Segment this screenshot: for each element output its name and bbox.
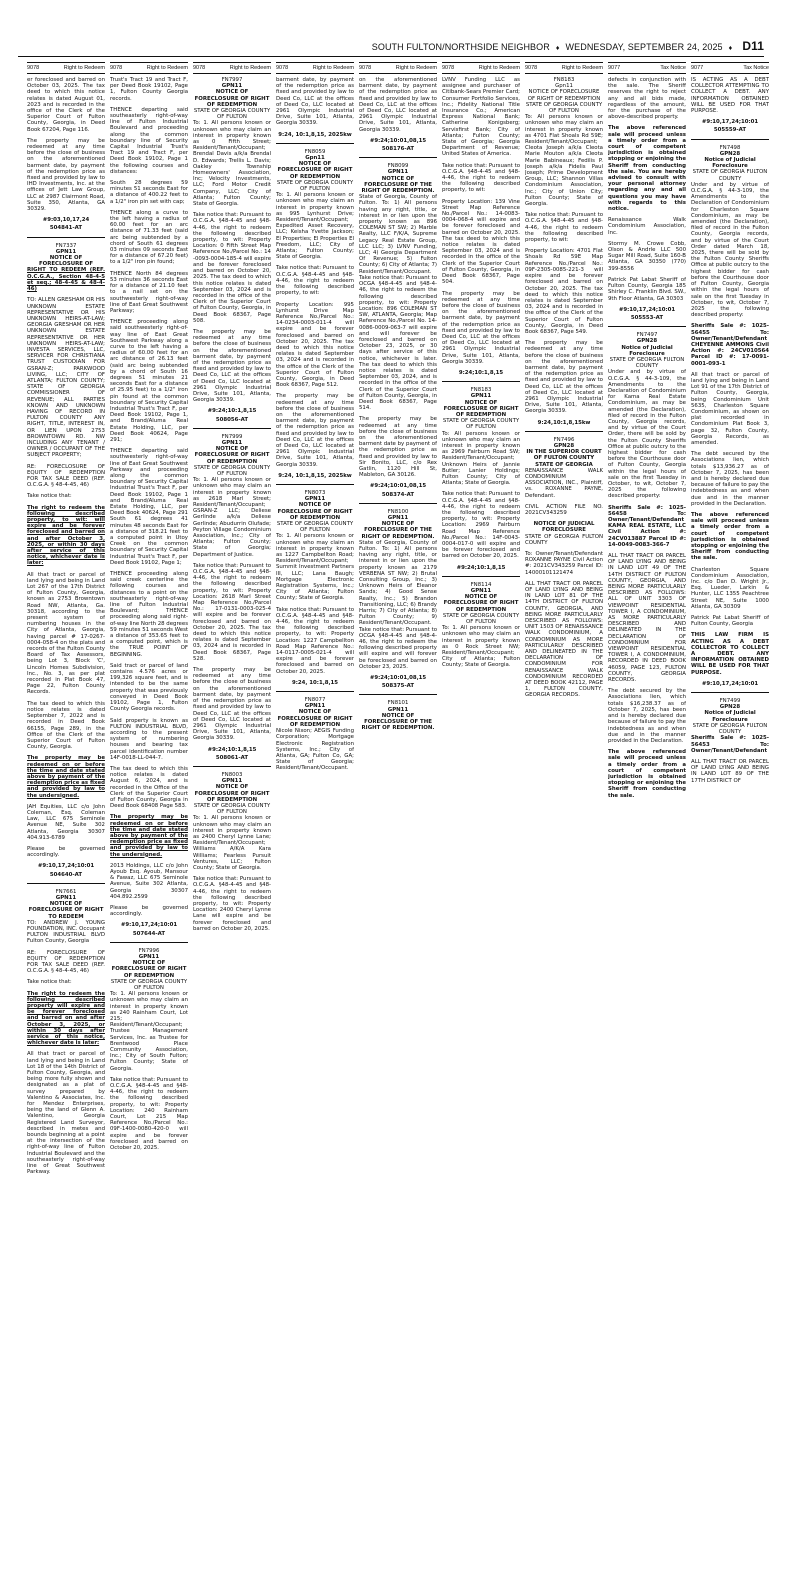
notice-heading: GPN11 xyxy=(221,83,243,90)
notice-heading: NOTICE OF FORECLOSURE OF RIGHT OF REDEMPTION xyxy=(194,446,270,465)
notice-heading: STATE OF GEORGIA COUNTY OF FULTON xyxy=(276,179,354,193)
notice-paragraph: Said property is known as FULTON INDUSTRIAL BLVD, according to the present system of numbering houses and bearing tax parcel identification number 14F-0018-LL-044-7. xyxy=(110,717,188,761)
legal-notices xyxy=(442,77,520,669)
notice-paragraph: THENCE proceeding along said southwesterly right-of-way line of East Great Southwest Parkway along a curve to the left having a radius of 60.00 feet for an arc distance of 26.13 feet (said arc being subtended by a chord of South 16 degrees 51 minutes 21 seconds East for a distance of 25.95 feet) to a 1/2" iron pin found at the common boundary of Security Capital Industrial Trust's Tract F, per Deed Book 19102, Page 1, and Brand/Aluma Real Estate Holding, LLC, per Deed Book 40624, Page 291; xyxy=(110,319,188,443)
notice-reference-code: #9:24;10:1,8,15 xyxy=(207,408,257,415)
section-title: Right to Redeem xyxy=(312,65,354,71)
column-section-header xyxy=(110,62,188,74)
notice-reference-code: 508374-AT xyxy=(381,491,415,498)
section-title: Tax Notice xyxy=(660,65,686,71)
notice-paragraph: er foreclosed and barred on October 03, 2025. The tax deed to which this notice relates is dated August 01, 2023 and is recorded in the office of the Clerk of the Superior Court of Fulton County, Georgia, in Deed Book 67204, Page 116. xyxy=(27,77,105,133)
notice-paragraph: ALL THAT TRACT OR PARCEL OF LAND LYING AND BEING IN LAND LOT 49 OF THE 14TH DISTRICT OF FULTON COUNTY, GEORGIA, AND BEING MORE PARTICULARLY DESCRIBED AS FOLLOWS: ALL OF UNIT 3303 OF VIEWPOINT RESIDENTIAL TOWER I, A CONDOMINIUM, AS MORE PARTICULARLY DESCRIBED AND DELINEATED IN THE DECLARATION OF CONDOMINIUM FOR VIEWPOINT RESIDENTIAL TOWER I, A CONDOMINIUM, RECORDED IN DEED BOOK 46059, PAGE 123, FULTON COUNTY, GEORGIA RECORDS. xyxy=(608,553,686,684)
notice-paragraph: Stormy M. Crowe Cobb, Olson & Andrle LLC 500 Sugar Mill Road, Suite 160-B Atlanta, GA 30350 (770) 399-8556 xyxy=(608,240,686,272)
notice-heading: NOTICE OF FORECLOSURE OF RIGHT OF REDEMPTION xyxy=(443,594,519,613)
notice-heading: GPN11 xyxy=(55,248,77,255)
notice-reference-code: 508061-AT xyxy=(215,754,249,761)
notice-paragraph: Under and by virtue of O.C.G.A. § 44-3-109, the Amendments to the Declaration of Condominium for Kama Real Estate Condominium, as may be amended (the Declaration), filed of record in the Fulton County, Georgia records, and by virtue of the Court Order, there will be sold by the Fulton County Sheriffs Office at public outcry to the highest bidder for cash before the Courthouse door of Fulton County, Georgia within the legal hours of sale on the first Tuesday in October, to wit, October 7, 2025 the following described property: xyxy=(608,369,686,500)
notice-paragraph: 2013 Holdings, LLC c/o John Ayoub Esq. Ayoub, Mansour & Fawaz, LLC 675 Seminole Avenue, Suite 302 Atlanta, Georgia 30307 404.892.2599 xyxy=(110,862,188,900)
notice-bold-paragraph: THIS LAW FIRM IS ACTING AS A DEBT COLLECTOR TO COLLECT A DEBT. ANY INFORMATION OBTAINED WILL BE USED FOR THAT PURPOSE. xyxy=(691,632,769,676)
notice-heading: STATE OF GEORGIA FULTON COUNTY xyxy=(692,169,768,182)
notice-paragraph: Trust's Tract 19 and Tract F, per Deed Book 19102, Page 1, Fulton County Georgia records. xyxy=(110,77,188,102)
notice-heading: FN7661 xyxy=(55,888,77,895)
notice-reference-code: #9:24;10:01,08,15 xyxy=(369,483,427,490)
page-masthead xyxy=(18,36,764,57)
notice-paragraph: Property Location: 4701 Flat Shoals Rd 59E Map Reference No./Parcel No.: 09F-2305-0085-221-3 will expire and be forever foreclosed and barred on October 20, 2025. The tax deed to which this notice relates is dated September 03, 2024 and is recorded in the office of the Clerk of the Superior Court of Fulton County, Georgia, in Deed Book 68367, Page 549. xyxy=(525,248,603,335)
notice-heading: GPN11 xyxy=(221,439,243,446)
notice-paragraph: RE: FORECLOSURE OF EQUITY OF REDEMPTION FOR TAX SALE DEED (REF. O.C.G.A. § 48-4-45, 46) xyxy=(27,949,105,975)
column-section-header xyxy=(276,62,354,74)
notice-heading: FN7337 xyxy=(55,242,77,249)
notice-paragraph: defects in conjunction with the sale. The Sheriff reserves the right to reject any and all bids made, regardless of the amount, for the purchase of the above-described property. xyxy=(608,77,686,121)
notice-bold-paragraph: The above referenced sale will proceed unless a timely order from a court of competent jurisdiction is obtained stopping or enjoining the Sheriff from conducting the sale. xyxy=(691,512,769,562)
notice-heading: GPN11 xyxy=(387,706,409,713)
notice-paragraph: TO: ALLEN GRESHAM OR HIS UNKNOWN ESTATE REPRESENTATIVE OR HIS UNKNOWN HEIRS-AT-LAW; GEORGIA GRESHAM OR HER UNKNOWN ESTATE REPRESENTATIVE OR HER UNKNOWN HEIRS-AT-LAW; INVESTA SERVICES, LLC, SERVICER FOR CHRISTIANA TRUST CUSTODIAN FOR GSRAN-Z; PARKWOOD LIVING, LLC; CITY OF ATLANTA; FULTON COUNTY; STATE OF GEORGIA COMMISSIONER OF REVENUE; ALL PARTIES KNOWN AND UNKNOWN HAVING OF RECORD IN FULTON COUNTY ANY RIGHT, TITLE, INTEREST IN, OR LIEN UPON 2753 BROWNTOWN RD. NW INCLUDING ANY TENANT / OWNER / OCCUPANT OF THE SUBJECT PROPERTY; xyxy=(27,297,105,459)
notice-underlined-paragraph: The right to redeem the following described property will expire and be forever foreclosed and barred on and after October 3, 2025, or within 30 days after service of this notice, whichever date is later: xyxy=(27,990,105,1047)
notice-paragraph: Said tract or parcel of land contains 4.576 acres or 199,326 square feet, and is intended to be the same property that was previously conveyed in Deed Book 19102, Page 1, Fulton County Georgia records. xyxy=(110,662,188,713)
notice-paragraph: The property may be redeemed at any time before the close of business on the aforementioned barment date, by payment of the redemption price as fixed and provided by law to IHD Investments, Inc. at the offices of Jett Law Group, LLC at 2987 Clairmont Road, Suite 350, Atlanta, GA 30329. xyxy=(27,137,105,213)
notice-heading: STATE OF GEORGIA COUNTY OF FULTON xyxy=(276,521,354,534)
legal-notices xyxy=(608,77,686,799)
notice-heading: GPN11 xyxy=(304,703,326,710)
publication-name: SOUTH FULTON/NORTHSIDE NEIGHBOR xyxy=(371,42,550,52)
classified-column xyxy=(525,62,603,1577)
notice-reference-code: 9:24, 10:1,8,15, 2025kw xyxy=(278,472,352,479)
notice-paragraph: on the aforementioned barment date, by payment of the redemption price as fixed and provided by law to Deed Co, LLC at the offices of Deed Co, LLC located at 2961 Olympic Industrial Drive, Suite 101, Atlanta, Georgia 30339. xyxy=(359,77,437,133)
notice-paragraph: THENCE along a curve to the left having a radius of 60.00 feet for an arc distance of 71.33 feet (said arc being subtended by a chord of South 61 degrees 03 minutes 09 seconds East for a distance of 67.20 feet) to a 1/2" iron pin found; xyxy=(110,209,188,266)
section-number: 9078 xyxy=(110,65,123,71)
notice-heading: NOTICE OF FORECLOSURE OF THE RIGHT OF REDEMPTION. xyxy=(361,712,435,732)
notice-underlined-paragraph: The property may be redeemed on or before the time and date stated above by payment of the redemption price as fixed and provided by law to the undersigned. xyxy=(110,814,188,858)
notice-heading: GPN11 xyxy=(387,515,409,521)
notice-heading: FORECLOSURE OF xyxy=(38,261,94,268)
column-section-header xyxy=(525,62,603,74)
legal-notices xyxy=(27,77,105,1176)
notice-heading: NOTICE OF FORECLOSURE OF RIGHT OF REDEMPTION xyxy=(111,960,187,979)
notice-heading: STATE OF GEORGIA COUNTY OF FULTON xyxy=(442,418,520,431)
notice-paragraph: To: 1. All persons known or unknown who may claim an interest in property known as 2400 Cheryl Lynne Lane; Resident/Tenant/Occupant; Williams A/K/A Kara Williams; Fearless Pursuit Ventures, LLC; Fulton County; State of Georgia. xyxy=(193,815,271,871)
notice-divider xyxy=(276,691,354,692)
notice-heading: FN7997 xyxy=(221,77,243,83)
notice-paragraph: Take notice that: Pursuant to O.C.G.A. §48-4-45 and §48-4-46, the right to redeem the following described property, to wit: Property Location: 1227 Campbellton Road Map Reference No.: 14-0117-0005-021-4 will expire and be forever foreclosed and barred on October 20, 2025. xyxy=(276,606,354,675)
notice-heading: Notice of Judicial Foreclosure xyxy=(704,157,756,170)
notice-paragraph: To: Owner/Tenant/Defendant ROXANNE PAYNE Civil Action #: 2021CV343259 Parcel ID: 14000101121474 xyxy=(525,551,603,576)
notice-divider xyxy=(193,766,271,767)
notice-heading: GPN28 xyxy=(636,338,658,345)
notice-heading: GPN11 xyxy=(138,954,160,960)
column-section-header xyxy=(193,62,271,74)
notice-paragraph: JAH Equities, LLC c/o John Coleman, Esq. Coleman Law, LLC 675 Seminole Avenue NE, Suite 302 Atlanta, Georgia 30307 404.913-6789 xyxy=(27,803,105,841)
notice-paragraph: To: 1. All persons known or unknown who may claim an interest in property known as 0 Rock Street NW; Resident/Tenant/Occupant; City of Atlanta; Fulton County; State of Georgia. xyxy=(442,625,520,669)
notice-heading: STATE OF GEORGIA COUNTY OF FULTON xyxy=(442,612,520,626)
notice-paragraph: Take notice that: Pursuant to O.C.G.A. §48-4-45 and §48-4-46, the right to redeem the following described property, to wit: Property Location: 2969 Fairburn Road Map Reference No./Parcel No.: 14F-0043-0004-017-0 will expire and be forever foreclosed and barred on October 20, 2025. xyxy=(442,491,520,560)
issue-date: WEDNESDAY, SEPTEMBER 24, 2025 xyxy=(565,42,723,52)
notice-heading: NOTICE OF FORECLOSURE OF RIGHT OF REDEMPTION xyxy=(527,89,601,102)
notice-divider xyxy=(276,484,354,485)
notice-paragraph: Take notice that: Pursuant to O.C.G.A. §48-4-45 and §48-4-46, the right to redeem the following described property, to wit: Property Location: 2400 Cheryl Lynne Lane will expire and be forever foreclosed and barred on October 20, 2025. xyxy=(193,876,271,932)
notice-heading: NOTICE OF FORECLOSURE OF RIGHT TO REDEEM xyxy=(28,901,104,920)
notice-heading: GPN11 xyxy=(470,588,492,595)
legal-notices xyxy=(193,77,271,932)
section-number: 9077 xyxy=(691,65,704,71)
classifieds-columns xyxy=(27,62,769,1577)
notice-heading: FN7496 xyxy=(553,436,575,443)
notice-paragraph: LVNV Funding LLC as assignee and purchaser of Citibank-Sears Premier Card; Consumer Portfolio Services, Inc.; Fidelity National Title Insurance Co.; American Express National Bank; Catherine Konigsberg; Servisfirst Bank; City of Atlanta; Fulton County; State of Georgia; Georgia Department of Revenue; United States of America. xyxy=(442,77,520,158)
notice-reference-code: #9:10,17,24;10:01 xyxy=(701,680,759,687)
notice-divider xyxy=(27,883,105,884)
notice-bold-paragraph: Sheriffs Sale #: 1025-56455 To: Owner/Tenant/Defendant CHEYENNE AMMONS Civil Action #: 24CV010564 Parcel ID #: 17-0091-0001-093-1 xyxy=(691,323,769,367)
section-title: Right to Redeem xyxy=(561,65,603,71)
notice-underlined-paragraph: The right to redeem the following described property, to wit: will expire and be forever foreclosed and barred on and after October 3, 2025, or within 30 days after service of this notice, whichever date is later: xyxy=(27,504,105,567)
classified-column xyxy=(359,62,437,1577)
section-number: 9077 xyxy=(608,65,621,71)
section-number: 9078 xyxy=(193,65,206,71)
notice-paragraph: Take notice that: Pursuant to O.C.G.A. §48-4-45 and §48-4-46, the right to redeem the following described property, to wit: xyxy=(525,212,603,244)
notice-paragraph: Property Location: 139 Vine Street Map Reference No./Parcel No.: 14-0083-0004-068-4 will expire and be forever foreclosed and barred on October 20, 2025. The tax deed to which this notice relates is dated September 03, 2024 and is recorded in the office of the Clerk of the Superior Court of Fulton County, Georgia, in Deed Book 68367, Page 504. xyxy=(442,198,520,286)
notice-bold-paragraph: Sheriffs Sale #: 1025-56453 To: Owner/Tenant/Defendant xyxy=(691,735,769,754)
notice-heading: GPN28 xyxy=(553,442,575,449)
notice-heading: FN7999 xyxy=(221,433,243,440)
notice-paragraph: TO: ANDREW J. YOUNG FOUNDATION, INC. Occupant FULTON INDUSTRIAL BLVD Fulton County, Georgia xyxy=(27,919,105,945)
notice-paragraph: State of Georgia, County of Fulton. To: 1) All persons having any right, title, or interest in or lien upon the property known as 2179 VERBENA ST NW; 2) Brutal Consulting Group, Inc.; 3) Unknown Heirs of Eleanor Sands; 4) Good Sense Realty, Inc.; 5) Brandon Transitioning, LLC; 6) Brandy Harris; 7) City of Atlanta; 8) Fulton County; 9) Resident/Tenant/Occupant. Take notice that: Pursuant to OCGA §48-4-45 and §48-4-46, the right to redeem the following described property will expire and will forever be foreclosed and barred on October 23, 2025. xyxy=(359,539,437,670)
notice-paragraph: The debt secured by the Associations lien, which totals $16,238.37 as of October 7, 2025, has been and is hereby declared due because of failure to pay the indebtedness as and when due and in the manner provided in the Declaration. xyxy=(608,688,686,744)
section-title: Right to Redeem xyxy=(63,65,105,71)
legal-notices xyxy=(525,77,603,699)
notice-reference-code: 504640-AT xyxy=(49,871,83,878)
notice-paragraph: To: 1. All persons known or unknown who may claim an interest in property known as 0 Fifth Street; Resident/Tenant/Occupant; Brendal Davis a/k/a Brendal D. Edwards; Trellis L. Davis; Oakley Township Homeowners' Association, Inc; Velocity Investments, LLC; Ford Motor Credit Company, LLC; City of Atlanta; Fulton County; State of Georgia. xyxy=(193,120,271,208)
notice-paragraph: Take notice that: Pursuant to O.C.G.A. §48-4-45 and §48-4-46, the right to redeem the following described property, to wit: xyxy=(276,265,354,297)
notice-paragraph: Nicole Nixon; AEGIS Funding Corporation; Mortgage Electronic Registration Systems, Inc.; City of Atlanta, GA; Fulton Co, GA; State of Georgia; Resident/Tenant/Occupant. xyxy=(276,728,354,772)
notice-paragraph: Take notice that: Pursuant to O.C.G.A. §48-4-45 and §48-4-46, the right to redeem the following described property, to wit: Property Location: 0 Fifth Street Map Reference No./Parcel No.: 14 -0093-0004-185-4 will expire and be forever foreclosed and barred on October 20, 2025. The tax deed to which this notice relates is dated September 03, 2024 and is recorded in the office of the Clerk of the Superior Court of Fulton County, Georgia, in Deed Book 68367, Page 508. xyxy=(193,212,271,324)
section-title: Right to Redeem xyxy=(395,65,437,71)
notice-heading: STATE OF GEORGIA COUNTY OF FULTON xyxy=(193,802,271,816)
notice-reference-code: 504841-AT xyxy=(49,225,83,232)
notice-paragraph: Under and by virtue of O.C.G.A. § 44-3-109, the Amendments to the Declaration of Condominium for Charleston Square Condominium, as may be amended (the Declaration), filed of record in the Fulton County, Georgia records, and by virtue of the Court Order dated March 18, 2025, there will be sold by the Fulton County Sheriffs Office at public outcry to the highest bidder for cash before the Courthouse door of Fulton County, Georgia within the legal hours of sale on the first Tuesday in October, to wit, October 7, 2025 the following described property: xyxy=(691,181,769,319)
notice-divider xyxy=(691,692,769,693)
notice-heading: FN8114 xyxy=(470,581,492,588)
diamond-separator-icon: ♦ xyxy=(728,45,733,52)
classified-column xyxy=(691,62,769,1577)
notice-heading: IN THE SUPERIOR COURT OF FULTON COUNTY STATE OF GEORGIA xyxy=(526,449,602,468)
notice-paragraph: The tax deed to which this notice relates is dated September 7, 2022 and is recorded in Deed Book 66155, Page 289, in the Office of the Clerk of the Superior Court of Fulton County, Georgia. xyxy=(27,700,105,751)
notice-reference-code: 508375-AT xyxy=(381,683,415,690)
notice-divider xyxy=(110,942,188,943)
notice-underlined-paragraph: The property may be redeemed on or before the time and date stated above by payment of the redemption price as fixed and provided by law to the undersigned. xyxy=(27,755,105,799)
section-number: 9078 xyxy=(442,65,455,71)
notice-reference-code: 508056-AT xyxy=(215,416,249,423)
notice-heading: FN8077 xyxy=(304,697,326,704)
notice-heading: GPN28 xyxy=(719,150,741,157)
notice-divider xyxy=(442,576,520,577)
notice-heading: FN7497 xyxy=(636,332,658,339)
notice-divider xyxy=(608,326,686,327)
notice-heading: FN8100 xyxy=(387,508,409,515)
notice-paragraph: RENAISSANCE WALK CONDOMINIUM ASSOCIATION, INC., Plaintiff, vs. ROXANNE PAYNE, Defendant. xyxy=(525,467,603,499)
notice-heading: GPN28 xyxy=(719,704,741,711)
notice-paragraph: Charleston Square Condominium Association, Inc. c/o Dan D. Wright Jr., Esq. Lueder, Larkin & Hunter, LLC 1355 Peachtree Street NE, Suite 1000 Atlanta, GA 30309 xyxy=(691,566,769,610)
notice-reference-code: 9:24,10:1,8,15kw xyxy=(537,419,591,426)
column-section-header xyxy=(27,62,105,74)
section-title: Right to Redeem xyxy=(229,65,271,71)
notice-reference-code: #9:24;10:1,8,15 xyxy=(456,564,506,571)
notice-reference-code: #9:10,17,24;10:01 xyxy=(618,306,676,313)
notice-heading: NOTICE OF FORECLOSURE OF RIGHT OF REDEMPTION xyxy=(443,399,519,418)
notice-paragraph: STATE OF GEORGIA FULTON COUNTY xyxy=(525,533,603,546)
notice-paragraph: All that tract or parcel of land lying and being in Land Lot 267 of the 17th District of Fulton County, Georgia, known as 2753 Browntown Road NW, Atlanta, Ga. 30318, according to the present system of numbering houses in the City of Atlanta, Georgia, having parcel # 17-0267-0004-058-4 on the plats and records of the Fulton County Board of Tax Assessors, being Lot 3, Block 'C', Lincoln Homes Subdivision, Inc., No. 3, as per plat recorded in Plat Book 47, Page 22, Fulton County Records. xyxy=(27,571,105,696)
notice-paragraph: The property may be redeemed at any time before the close of business on the aforementioned barment date, by payment of the redemption price as fixed and provided by law to Deed Co, LLC at the offices of Deed Co, LLC located at 2961 Olympic Industrial Drive, Suite 101, Atlanta, Georgia 30339. xyxy=(193,667,271,742)
notice-heading: FN8183 xyxy=(470,387,492,394)
notice-heading: Gpn11 xyxy=(305,155,325,162)
notice-heading: FN8183 xyxy=(553,77,575,83)
classified-column xyxy=(110,62,188,1577)
notice-paragraph: South 28 degrees 59 minutes 51 seconds East for a distance of 400.22 feet to a 1/2" iron pin set with cap; xyxy=(110,180,188,205)
notice-paragraph: Take notice that: xyxy=(27,493,72,500)
notice-paragraph: Please be governed accordingly. xyxy=(110,904,188,918)
notice-paragraph: Take notice that: Pursuant to O.C.G.A. §48-4-45 and §48-4-46, the right to redeem the following described property, to wit: xyxy=(442,162,520,194)
notice-paragraph: RE: FORECLOSURE OF EQUITY OF REDEMPTION FOR TAX SALE DEED (REF. O.C.G.A. § 48-4-45, 46) xyxy=(27,463,105,489)
notice-divider xyxy=(276,143,354,144)
notice-divider xyxy=(193,428,271,429)
notice-heading: GPN11 xyxy=(470,393,492,400)
notice-heading: FN8099 xyxy=(387,163,409,170)
notice-heading: FN7996 xyxy=(138,947,160,954)
classified-column xyxy=(193,62,271,1577)
classified-column xyxy=(442,62,520,1577)
notice-bold-paragraph: The above referenced sale will proceed unless a timely order from a court of competent jurisdiction is obtained stopping or enjoining the Sheriff from conducting the sale. You are hereby advised to consult with your personal attorney regarding any and all questions you may have with regards to this notice. xyxy=(608,125,686,213)
legal-notices xyxy=(110,77,188,1151)
notice-reference-code: 9:24, 10:1,8,15 xyxy=(291,679,339,686)
notice-divider xyxy=(442,381,520,382)
notice-heading: STATE OF GEORGIA COUNTY OF FULTON xyxy=(193,108,271,121)
classified-column xyxy=(276,62,354,1577)
notice-paragraph: ALL THAT TRACT OR PARCEL OF LAND LYING AND BEING IN LAND LOT 81 OF THE 14TH DISTRICT OF FULTON COUNTY, GEORGIA, AND BEING MORE PARTICULARLY DESCRIBED AS FOLLOWS: UNIT 1503 OF RENAISSANCE WALK CONDOMINIUM, A CONDOMINIUM AS MORE PARTICULARLY DESCRIBED AND DELINEATED IN THE DECLARATION OF CONDOMINIUM FOR RENAISSANCE WALK CONDOMINIUM RECORDED AT DEED BOOK 42112, PAGE 1, FULTON COUNTY, GEORGIA RECORDS. xyxy=(525,580,603,699)
notice-paragraph: Property Location: 995 Lynhurst Drive Map Reference No./Parcel No.: 14-0234-0003-011-4 will expire and be forever foreclosed and barred on October 20, 2025. The tax deed to which this notice relates is dated September 03, 2024 and is recorded in the office of the Clerk of the Superior Court of Fulton County, Georgia, in Deed Book 68367, Page 512. xyxy=(276,301,354,389)
notice-paragraph: THENCE North 84 degrees 53 minutes 36 seconds East for a distance of 21.10 feet to a nail set on the southwesterly right-of-way line of East Great Southwest Parkway; xyxy=(110,270,188,314)
notice-paragraph: The property may be redeemed at any time before the close of business on the aforementioned barment date, by payment of the redemption price as fixed and provided by law to Deed Co, LLC at the offices of Deed Co, LLC located at 2961 Olympic Industrial Drive, Suite 101, Atlanta, Georgia 30339. xyxy=(525,340,603,415)
notice-heading: FN8003 xyxy=(221,771,243,778)
notice-paragraph: The property may be redeemed at any time before the close of business on the aforementioned barment date, by payment of the redemption price as fixed and provided by law to Deed Co, LLC at the offices of Deed Co, LLC located at 2961 Olympic Industrial Drive, Suite 101, Atlanta, Georgia 30339. xyxy=(276,393,354,468)
notice-paragraph: Take notice that: xyxy=(27,979,72,986)
notice-heading: Gpn11 xyxy=(555,83,573,90)
notice-heading: FN8073 xyxy=(304,489,326,496)
notice-reference-code: #9:10,17,24;10:01 xyxy=(37,863,95,870)
column-section-header xyxy=(608,62,686,74)
notice-divider xyxy=(359,157,437,158)
page-number: D11 xyxy=(742,39,764,53)
section-title: Right to Redeem xyxy=(146,65,188,71)
notice-heading: FN8059 xyxy=(304,148,326,155)
notice-paragraph: The tax deed to which this notice relates is dated August 6, 2024, and is recorded in the Office of the Clerk of the Superior Court of Fulton County, Georgia in Deed Book 68408 Page 583. xyxy=(110,765,188,810)
notice-paragraph: Patrick Pat Labat Sheriff of Fulton County, Georgia 185 Shirley C. Franklin Blvd. SW., 9th Floor Atlanta, GA 30303 xyxy=(608,276,686,302)
legal-notices xyxy=(359,77,437,732)
notice-reference-code: #9:24;10:01,08,15 xyxy=(369,675,427,682)
section-title: Right to Redeem xyxy=(478,65,520,71)
notice-heading: NOTICE OF FORECLOSURE OF RIGHT OF REDEMPTION xyxy=(194,784,270,803)
notice-heading: GPN11 xyxy=(55,894,77,901)
notice-heading: NOTICE OF JUDICIAL FORECLOSURE xyxy=(533,521,595,534)
notice-divider xyxy=(525,431,603,432)
section-number: 9078 xyxy=(525,65,538,71)
column-section-header xyxy=(442,62,520,74)
notice-divider xyxy=(27,237,105,238)
notice-paragraph: To: 1. All persons known or unknown who may claim an interest in property known as 240 Rainham Court, Lot 215; Resident/Tenant/Occupant; Trustee Management Services, Inc. as Trustee for Brentwood Place Community Association, Inc.; City of South Fulton; Fulton County; State of Georgia. xyxy=(110,991,188,1072)
notice-heading: Notice of Judicial Foreclosure xyxy=(621,344,673,357)
notice-paragraph: The property may be redeemed at any time before the close of business on the aforementioned barment date, by payment of the redemption price as fixed and provided by law to Deed Co, LLC at the offices of Deed Co, LLC located at 2961 Olympic Industrial Drive, Suite 101, Atlanta, Georgia 30339. xyxy=(442,290,520,365)
notice-paragraph: THENCE departing said southeasterly right-of-way line of Fulton Industrial Boulevard and proceeding along the common boundary line of Security Capital Industrial Trust's Tract 19 and Tract F, per Deed Book 19102, Page 1 the following courses and distances: xyxy=(110,106,188,175)
notice-paragraph: To: 1. All persons known or unknown who may claim an interest in property known as 1227 Campbellton Road; Resident/Tenant/Occupant; Summit Investment Partners III, LLC; Lana Baugh; Mortgage Electronic Registration Systems, Inc.; City of Atlanta; Fulton County; State of Georgia. xyxy=(276,533,354,602)
notice-heading: NOTICE OF FORECLOSURE OF RIGHT OF REDEMPTION xyxy=(277,709,353,728)
legal-notices xyxy=(276,77,354,772)
notice-reference-code: #9:24;10:1,8,15 xyxy=(207,746,257,753)
notice-paragraph: State of Georgia, County of Fulton. To: 1) All persons having any right, title, or interest in or lien upon the property known as 896 COLEMAN ST SW; 2) Marble Realty, LLC F/K/A, Supreme Legacy Real Estate Group, LLC LLC; 3) LVNV Funding, LLC; 4) Georgia Department Of Revenue; 5) Fulton County; 6) City of Atlanta; 7) Resident/Tenant/Occupant. Take notice that: Pursuant to OCGA §48-4-45 and §48-4-46, the right to redeem the following described property, to wit: Property Location: 896 COLEMAN ST SW, ATLANTA, Georgia; Map Reference No./Parcel No. 14-0086-0009-063-7 will expire and will forever be foreclosed and barred on October 23, 2025, or 30 days after service of this notice, whichever is later. The tax deed to which this notice relates is dated September 03, 2024, and is recorded in the office of the Clerk of the Superior Court of Fulton County, Georgia, in Deed Book 68367, Page 514. xyxy=(359,194,437,412)
notice-paragraph: The property may be redeemed at any time before the close of business on the aforementioned barment date, by payment of the redemption price as fixed and provided by law to Deed Co, LLC at the offices of Deed Co, LLC located at 2961 Olympic Industrial Drive, Suite 101, Atlanta, Georgia 30339. xyxy=(193,328,271,404)
notice-reference-code: #9:24;10:01,08,15 xyxy=(369,137,427,144)
notice-heading: Notice of Judicial Foreclosure xyxy=(704,710,756,723)
notice-reference-code: #9:10,17,24;10:01 xyxy=(120,922,178,929)
notice-heading: NOTICE OF FORECLOSURE OF RIGHT OF REDEMPTION xyxy=(194,89,270,108)
notice-heading: STATE OF GEORGIA FULTON COUNTY xyxy=(692,722,768,736)
notice-heading: STATE OF GEORGIA FULTON COUNTY xyxy=(609,356,685,370)
notice-heading: NOTICE OF xyxy=(49,255,83,262)
classified-column xyxy=(27,62,105,1577)
notice-reference-code: #9:10,17,24;10:01 xyxy=(701,119,759,126)
notice-heading: FN7499 xyxy=(719,698,741,705)
section-number: 9078 xyxy=(359,65,372,71)
notice-reference-code: 505559-AT xyxy=(713,127,747,134)
notice-paragraph: THENCE proceeding along said creek centerline the following courses and distances to a point on the southeasterly right-of-way line of Fulton Industrial Boulevard; THENCE proceeding along said right-of-way line North 28 degrees 59 minutes 51 seconds West a distance of 353.65 feet to a computed point, which is the TRUE POINT OF BEGINNING. xyxy=(110,571,188,658)
section-number: 9078 xyxy=(276,65,289,71)
notice-paragraph: To: 1. All persons known or unknown who may claim an interest in property known as 995 Lynhurst Drive; Resident/Tenant/Occupant; Expedited Asset Recovery, LLC; Keisha Yvette Jackson; El Properties; El Properties El Freedom, LLC; City of Atlanta; Fulton County; State of Georgia. xyxy=(276,192,354,261)
notice-paragraph: The property may be redeemed at any time before the close of business on the aforementioned barment date by payment of the redemption price as fixed and provided by law to Sir Bonito, LLC, c/o Rex Gatlin, 1120 Hill St, Mableton, GA 30126. xyxy=(359,416,437,479)
notice-paragraph: Renaissance Walk Condominium Association, Inc. xyxy=(608,217,686,236)
notice-reference-code: 9:24, 10:1,8,15, 2025kw xyxy=(278,131,352,138)
notice-divider xyxy=(691,139,769,140)
notice-paragraph: All that tract or parcel of land lying and being in Land Lot 18 of the 14th District of Fulton County, Georgia, and being more fully shown and designated as a plat of survey prepared by Valentino & Associates, Inc. for Mendez Enterprises, being the land of Glenn A. Valentino, Georgia Registered Land Surveyor, described in metes and bounds beginning at a point at the intersection of the right-of-way line of Fulton Industrial Boulevard and the southeasterly right-of-way line of Great Southwest Parkway. xyxy=(27,1051,105,1176)
notice-heading: NOTICE OF FORECLOSURE OF THE RIGHT OF REDEMPTION. xyxy=(361,521,435,540)
classified-column xyxy=(608,62,686,1577)
notice-paragraph: The debt secured by the Associations lien, which totals $13,936.27 as of October 7, 2025, has been and is hereby declared due because of failure to pay the indebtedness as and when due and in the manner provided in the Declaration. xyxy=(691,451,769,507)
notice-divider xyxy=(359,694,437,695)
notice-paragraph: To: All persons known or unknown who may claim an interest in property known as 2969 Fairburn Road SW; Resident/Tenant/Occupant; Unknown Heirs of Jannie Butler; Lanier Holdings; Fulton County; City of Atlanta; State of Georgia. xyxy=(442,430,520,487)
notice-paragraph: THENCE departing said southwesterly right-of-way line of East Great Southwest Parkway and proceeding along the common boundary of Security Capital Industrial Trust's Tract F, per Deed Book 19102, Page 1 and Brand/Aluma Real Estate Holding, LLC, per Deed Book 40624, Page 291 South 61 degrees 41 minutes 48 seconds East for a distance of 318.21 feet to a computed point in Utoy Creek on the common boundary of Security Capital Industrial Trust's Tract F, per Deed Book 19102, Page 1; xyxy=(110,448,188,566)
notice-reference-code: 507644-AT xyxy=(132,930,166,937)
diamond-separator-icon: ♦ xyxy=(555,45,560,52)
notice-heading: STATE OF GEORGIA COUNTY OF FULTON xyxy=(110,978,188,992)
notice-paragraph: CIVIL ACTION FILE NO. 2021CV343259 xyxy=(525,503,603,516)
section-number: 9078 xyxy=(27,65,40,71)
notice-heading: NOTICE OF FORECLOSURE OF RIGHT OF REDEMPTION xyxy=(277,161,353,180)
notice-reference-code: 9:24;10:1,8,15 xyxy=(458,369,504,376)
notice-paragraph: To: All persons known or unknown who may claim an interest in property known as 4701 Flat Shoals Rd 59E; Resident/Tenant/Occupant; Cleota Joseph a/k/a Cleota Marie Mouton a/k/a Cleota Marie Babineaux; Fedilis P. Joseph a/k/a Fidelis Paul Joseph; Prime Development Group, LLC; Shannon Villas Condominium Association, Inc.; City of Union City; Fulton County; State of Georgia. xyxy=(525,114,603,208)
notice-paragraph: Take notice that: Pursuant to O.C.G.A. §48-4-45 and §48-4-46, the right to redeem the following described property, to wit: Property Location: 2618 Marl Street Map Reference No./Parcel No.: 17-0131-0003-025-4 will expire and be forever foreclosed and barred on October 20, 2025. The tax deed to which this notice relates is dated September 03, 2024 and is recorded in Deed Book 68367, Page 528. xyxy=(193,562,271,662)
notice-paragraph: Take notice that: Pursuant to O.C.G.A. §48-4-45 and §48-4-46, the right to redeem the following described property, to wit: Property Location: 240 Rainham Court, Lot 215 Map Reference No./Parcel No.: 09F-1400-0080-420-0 will expire and be forever foreclosed and barred on October 20, 2025. xyxy=(110,1076,188,1152)
notice-reference-code: 505553-AT xyxy=(630,314,664,321)
notice-bold-paragraph: Sheriffs Sale #: 1025-56458 To: Owner/Tenant/Defendant KAMA REAL ESTATE, LLC Civil Action #: 24CV013887 Parcel ID #: 14-0049-0083-366-7 xyxy=(608,504,686,548)
notice-heading: GPN11 xyxy=(387,169,409,176)
notice-paragraph: barment date, by payment of the redemption price as fixed and provided by law to Deed Co, LLC at the offices of Deed Co, LLC located at 2961 Olympic Industrial Drive, Suite 101, Atlanta, Georgia 30339. xyxy=(276,77,354,127)
notice-paragraph: Patrick Pat Labat Sheriff of Fulton County, Georgia xyxy=(691,615,769,628)
notice-heading: STATE OF GEORGIA COUNTY OF FULTON xyxy=(525,101,603,115)
column-section-header xyxy=(691,62,769,74)
notice-paragraph: All that tract or parcel of land lying and being in Land Lot 91 of the 17th District of Fulton County, Georgia, being Condominium Unit 5635, Charleston Square Condominium, as shown on plat recorded in Condominium Plat Book 3, page 32, Fulton County, Georgia Records, as amended. xyxy=(691,371,769,446)
notice-heading: GPN11 xyxy=(221,778,243,785)
notice-paragraph: ALL THAT TRACT OR PARCEL OF LAND LYING AND BEING IN LAND LOT 89 OF THE 17TH DISTRICT OF xyxy=(691,758,769,784)
notice-divider xyxy=(359,503,437,504)
notice-bold-paragraph: The above referenced sale will proceed unless a timely order from a court of competent jurisdiction is obtained stopping or enjoining the Sheriff from conducting the sale. xyxy=(608,749,686,799)
notice-paragraph: IS ACTING AS A DEBT COLLECTOR ATTEMPTING TO COLLECT A DEBT. ANY INFORMATION OBTAINED WILL BE USED FOR THAT PURPOSE. xyxy=(691,77,769,115)
notice-heading: GPN11 xyxy=(304,496,326,503)
section-title: Tax Notice xyxy=(743,65,769,71)
legal-notices xyxy=(691,77,769,784)
notice-heading: STATE OF GEORGIA COUNTY OF FULTON xyxy=(193,464,271,477)
notice-reference-code: 508176-AT xyxy=(381,146,415,153)
notice-paragraph: Please be governed accordingly. xyxy=(27,845,105,859)
notice-heading: NOTICE OF FORECLOSURE OF RIGHT OF REDEMPTION xyxy=(277,502,353,521)
notice-heading: FN8101 xyxy=(387,700,409,707)
notice-underlined-paragraph: RIGHT TO REDEEM (REF. O.C.G.A., Section 48-4-5 et seq.; 48-4-45 & 48-4-46) xyxy=(27,267,105,293)
notice-heading: NOTICE OF FORECLOSURE OF THE RIGHT OF REDEMPTION. xyxy=(361,175,435,195)
notice-heading: FN7498 xyxy=(719,144,741,151)
notice-paragraph: To: 1. All persons known or unknown who may claim an interest in property known as 2618 Marl Street; Resident/Tenant/Occupant; GSRAN-Z LLC; Deliese Gerlinde a/k/a Deliese Gerlinde; Abudurrin Olufade; Peyton Village Condominium Association, Inc.; City of Atlanta; Fulton County; State of Georgia; Department of Justice. xyxy=(193,477,271,558)
notice-reference-code: #9:03,10,17,24 xyxy=(42,217,90,224)
column-section-header xyxy=(359,62,437,74)
